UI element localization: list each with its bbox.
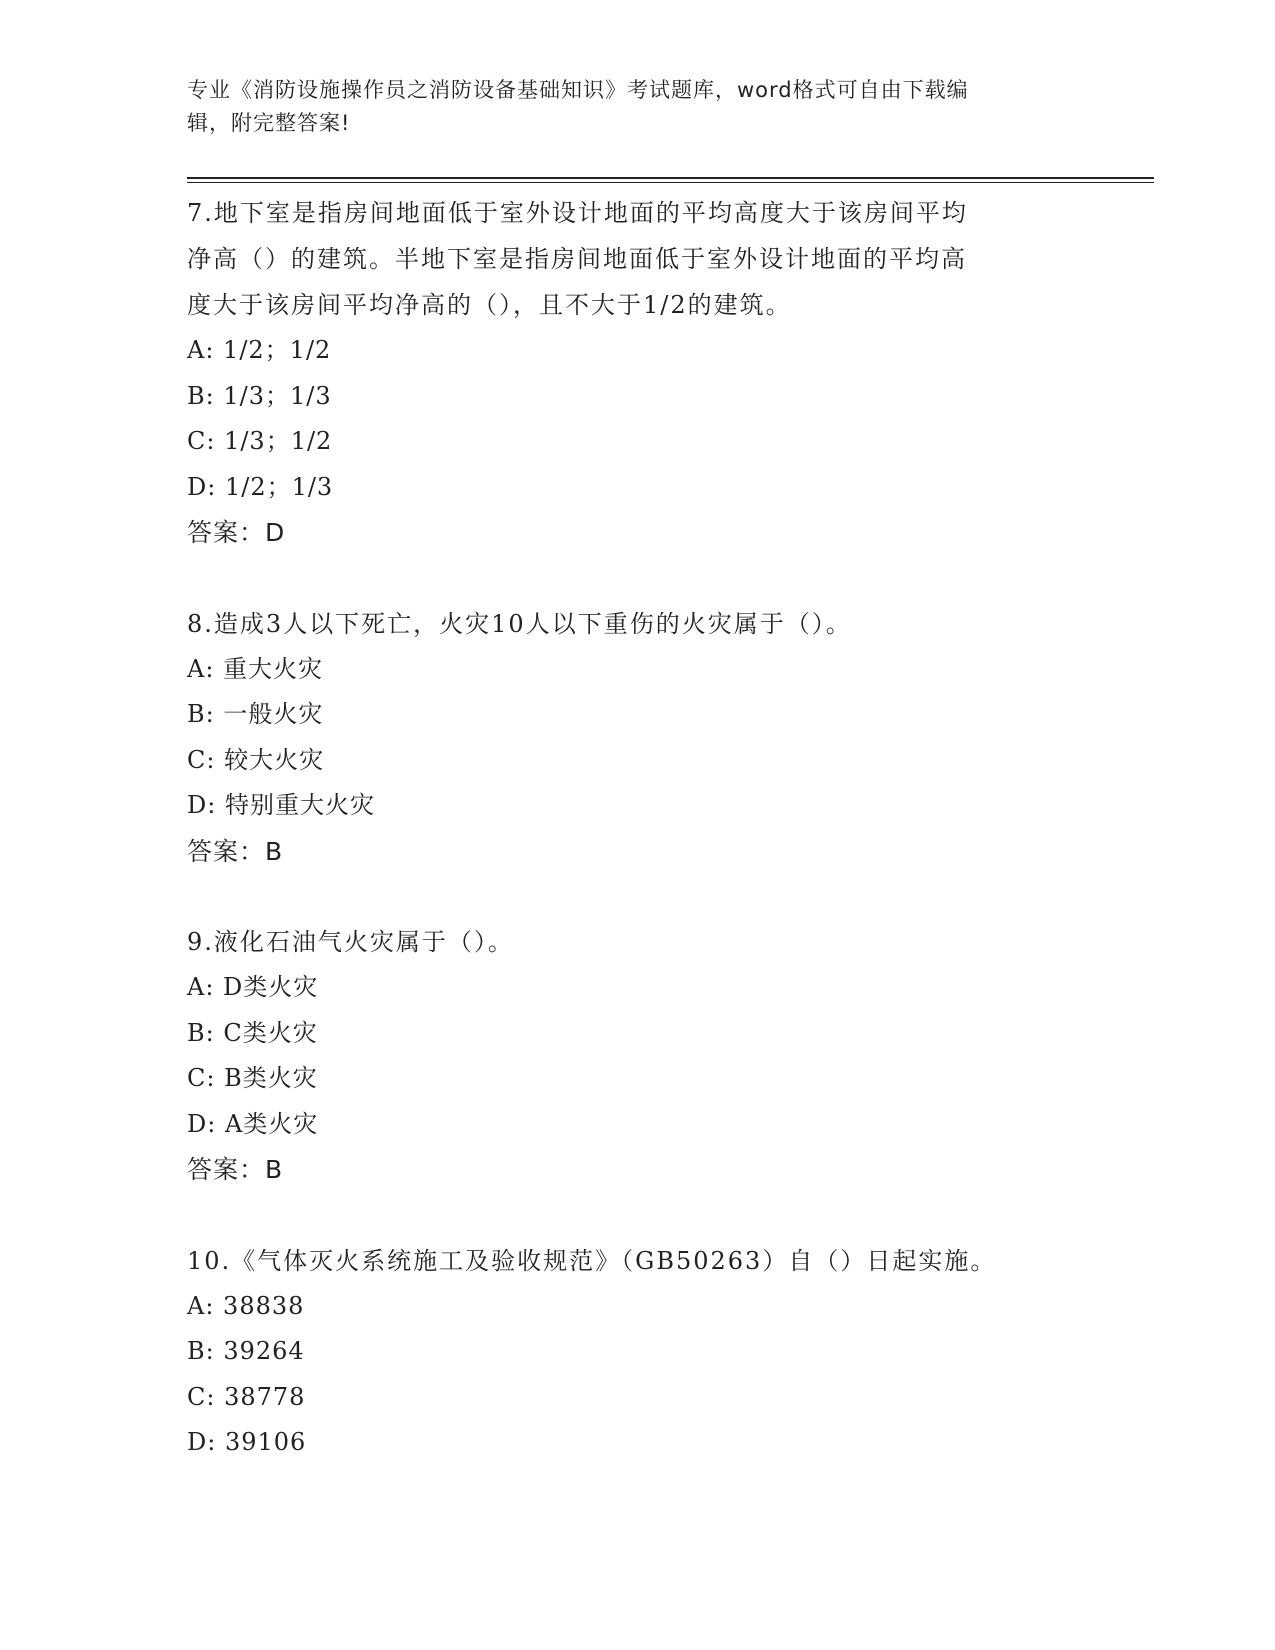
question-8-option-c: C: 较大火灾 <box>187 745 325 774</box>
question-7-option-d: D: 1/2；1/3 <box>187 472 334 501</box>
question-10-option-d: D: 39106 <box>187 1428 307 1456</box>
question-8-line-1: 8.造成3人以下死亡，火灾10人以下重伤的火灾属于（）。 <box>187 609 852 638</box>
question-8-option-a: A: 重大火灾 <box>187 654 324 683</box>
header-rule-thick <box>187 177 1154 179</box>
question-10-option-a: A: 38838 <box>187 1291 305 1320</box>
question-7 <box>187 190 1087 556</box>
question-9-line-1: 9.液化石油气火灾属于（）。 <box>187 928 514 956</box>
question-8-answer: 答案：B <box>187 836 284 866</box>
question-list <box>187 190 1087 1511</box>
question-7-option-c: C: 1/3；1/2 <box>187 427 333 455</box>
header-rule-thin <box>187 182 1154 183</box>
question-8-option-b: B: 一般火灾 <box>187 700 324 728</box>
question-10 <box>187 1238 1087 1466</box>
question-9-answer: 答案：B <box>187 1155 284 1184</box>
question-7-answer: 答案：D <box>187 518 286 547</box>
question-10-option-c: C: 38778 <box>187 1382 306 1411</box>
question-7-line-1: 7.地下室是指房间地面低于室外设计地面的平均高度大于该房间平均 <box>187 199 968 227</box>
question-7-line-3: 度大于该房间平均净高的（），且不大于1/2的建筑。 <box>187 291 792 319</box>
question-9-option-a: A: D类火灾 <box>187 973 319 1001</box>
header-line-2: 辑，附完整答案! <box>187 111 351 135</box>
question-9-option-b: B: C类火灾 <box>187 1018 318 1047</box>
question-8-option-d: D: 特别重大火灾 <box>187 791 375 819</box>
document-header <box>187 74 1067 140</box>
question-10-line-1: 10.《气体灭火系统施工及验收规范》（GB50263）自（）日起实施。 <box>187 1246 997 1275</box>
header-line-1: 专业《消防设施操作员之消防设备基础知识》考试题库，word格式可自由下载编 <box>187 78 969 102</box>
question-7-option-a: A: 1/2；1/2 <box>187 336 332 364</box>
question-8 <box>187 601 1087 875</box>
question-7-line-2: 净高（）的建筑。半地下室是指房间地面低于室外设计地面的平均高 <box>187 245 967 273</box>
question-9-option-c: C: B类火灾 <box>187 1064 318 1092</box>
question-9 <box>187 919 1087 1193</box>
question-7-option-b: B: 1/3；1/3 <box>187 381 332 410</box>
question-10-option-b: B: 39264 <box>187 1337 305 1365</box>
question-9-option-d: D: A类火灾 <box>187 1109 319 1138</box>
